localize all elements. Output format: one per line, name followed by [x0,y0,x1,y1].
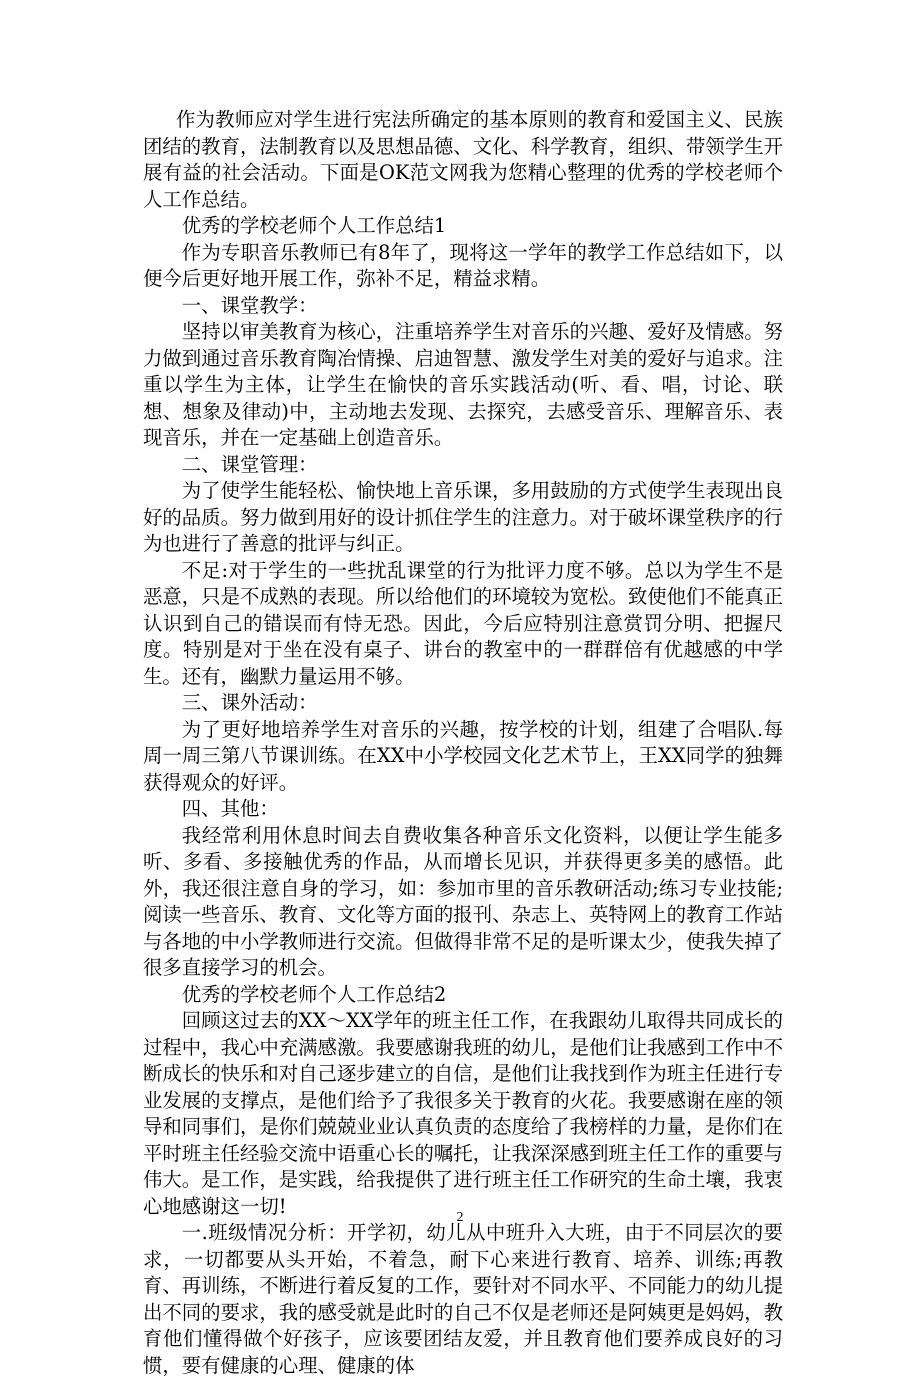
section-title-1: 优秀的学校老师个人工作总结1 [181,214,447,237]
body-paragraph: 为了使学生能轻松、愉快地上音乐课，多用鼓励的方式使学生表现出良好的品质。努力做到用好的设计抓住学生的注意力。对于破坏课堂秩序的行为也进行了善意的批评与纠正。 [143,479,783,555]
body-paragraph: 不足:对于学生的一些扰乱课堂的行为批评力度不够。总以为学生不是恶意，只是不成熟的表现。所以给他们的环境较为宽松。致使他们不能真正认识到自己的错误而有恃无恐。因此，今后应特别注意赏罚分明、把握尺度。特别是对于坐在没有桌子、讲台的教室中的一群群倍有优越感的中学生。还有，幽默力量运用不够。 [143,558,783,688]
intro-paragraph: 作为教师应对学生进行宪法所确定的基本原则的教育和爱国主义、民族团结的教育，法制教育以及思想品德、文化、科学教育，组织、带领学生开展有益的社会活动。下面是OK范文网我为您精心整理的优秀的学校老师个人工作总结。 [143,108,783,211]
page-number: 2 [456,1210,464,1225]
body-paragraph: 一.班级情况分析：开学初，幼儿从中班升入大班，由于不同层次的要求，一切都要从头开始，不着急，耐下心来进行教育、培养、训练;再教育、再训练，不断进行着反复的工作，要针对不同水平、不同能力的幼儿提出不同的要求，我的感受就是此时的自己不仅是老师还是阿姨更是妈妈，教育他们懂得做个好孩子，应该要团结友爱，并且教育他们要养成良好的习惯，要有健康的心理、健康的体 [143,1221,783,1377]
subheading-extracurricular: 三、课外活动： [181,691,318,714]
subheading-classroom-teaching: 一、课堂教学： [181,293,318,317]
document-body [143,107,783,1379]
body-paragraph: 我经常利用休息时间去自费收集各种音乐文化资料，以便让学生能多听、多看、多接触优秀的作品，从而增长见识，并获得更多美的感悟。此外，我还很注意自身的学习，如：参加市里的音乐教研活动;练习专业技能;阅读一些音乐、教育、文化等方面的报刊、杂志上、英特网上的教育工作站与各地的中小学教师进行交流。但做得非常不足的是听课太少，使我失掉了很多直接学习的机会。 [143,823,783,979]
body-paragraph: 回顾这过去的XX～XX学年的班主任工作，在我跟幼儿取得共同成长的过程中，我心中充满感激。我要感谢我班的幼儿，是他们让我感到工作中不断成长的快乐和对自己逐步建立的自信，是他们让我找到作为班主任进行专业发展的支撑点，是他们给予了我很多关于教育的火花。我要感谢在座的领导和同事们，是你们兢兢业业认真负责的态度给了我榜样的力量，是你们在平时班主任经验交流中语重心长的嘱托，让我深深感到班主任工作的重要与伟大。是工作，是实践，给我提供了进行班主任工作研究的生命土壤，我衷心地感谢这一切! [143,1009,783,1218]
body-paragraph: 坚持以审美教育为核心，注重培养学生对音乐的兴趣、爱好及情感。努力做到通过音乐教育陶冶情操、启迪智慧、激发学生对美的爱好与追求。注重以学生为主体，让学生在愉快的音乐实践活动(听、看、唱，讨论、联想、想象及律动)中，主动地去发现、去探究，去感受音乐、理解音乐、表现音乐，并在一定基础上创造音乐。 [143,320,783,449]
subheading-classroom-management: 二、课堂管理： [181,452,318,476]
section-title-2: 优秀的学校老师个人工作总结2 [181,982,447,1006]
subheading-other: 四、其他： [181,797,279,820]
body-paragraph: 为了更好地培养学生对音乐的兴趣，按学校的计划，组建了合唱队.每周一周三第八节课训练。在XX中小学校园文化艺术节上，王XX同学的独舞获得观众的好评。 [143,717,783,794]
body-paragraph: 作为专职音乐教师已有8年了，现将这一学年的教学工作总结如下，以便今后更好地开展工作，弥补不足，精益求精。 [143,240,783,290]
